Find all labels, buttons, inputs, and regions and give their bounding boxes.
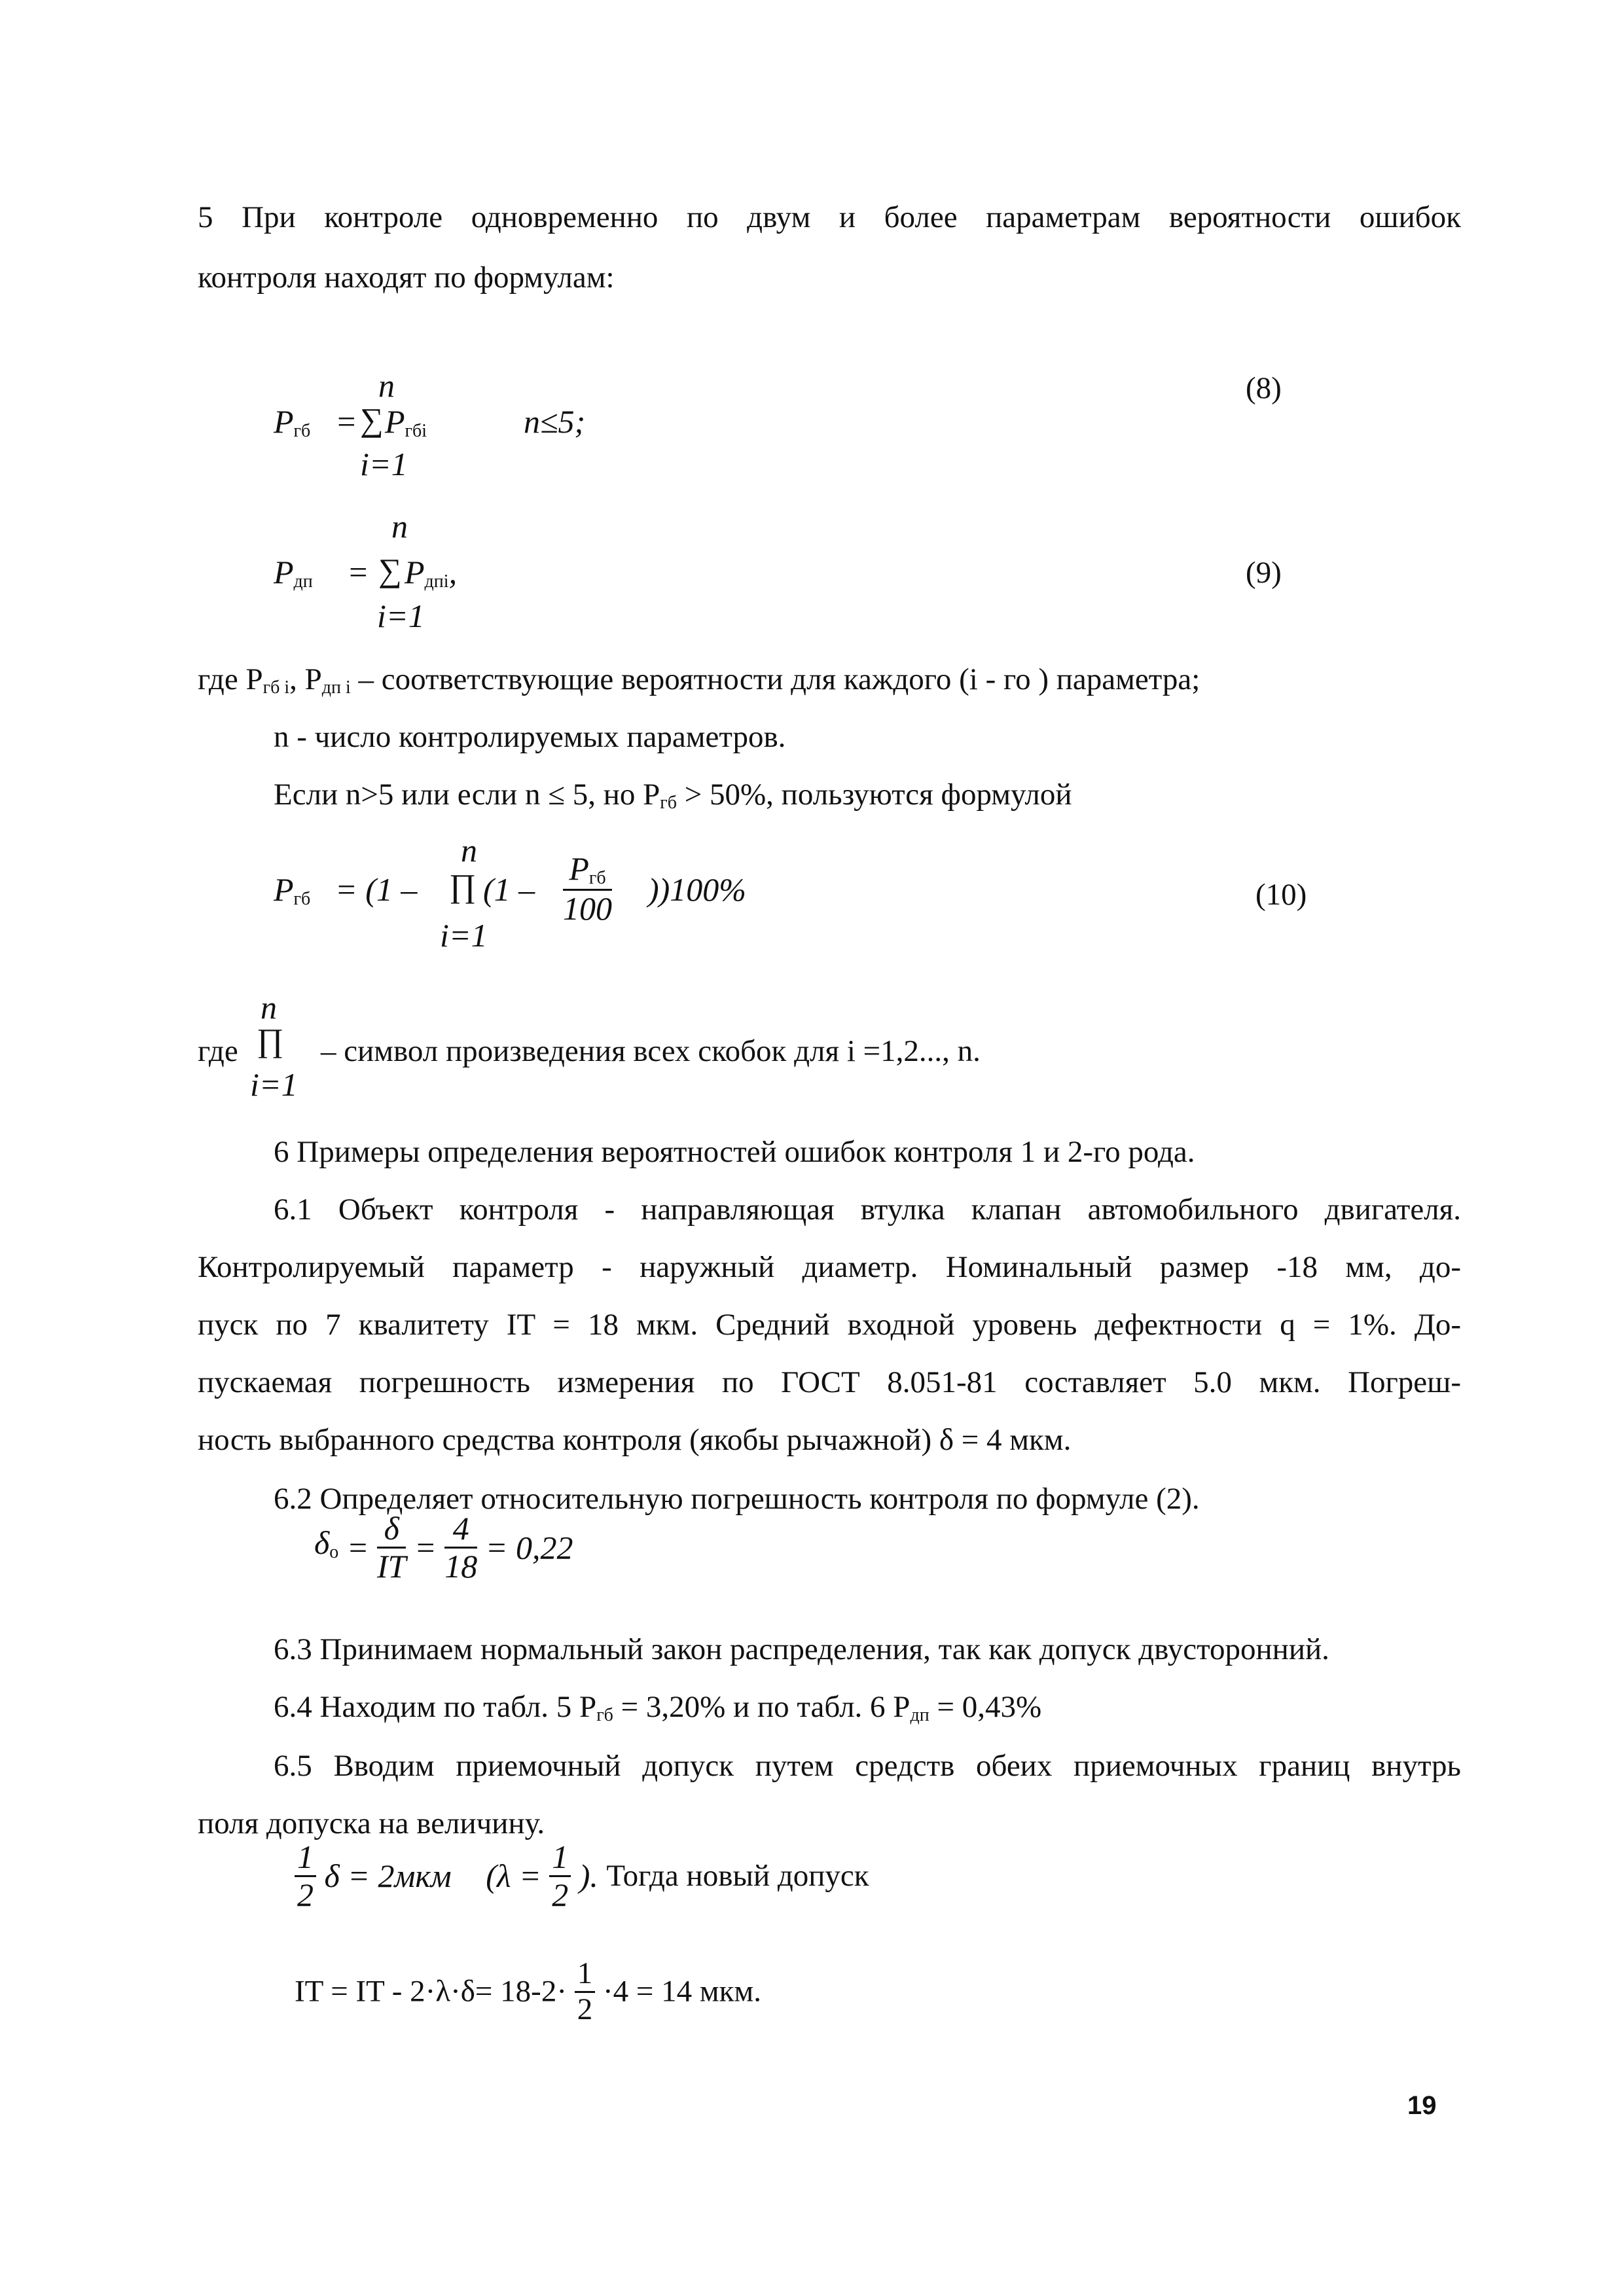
eq9-upper-limit: n bbox=[391, 508, 408, 545]
eq10-fraction bbox=[563, 851, 612, 927]
if-condition-line: Если n>5 или если n ≤ 5, но $P_{гб} > 50\%$, пользуются формулой bbox=[274, 778, 1072, 813]
eq10-open-bracket: (1 – bbox=[483, 871, 535, 908]
acceptance-shift-equation: $\frac{1}{2}$ δ = 2мкм (λ = $\frac{1}{2}$ ). Тогда новый допуск bbox=[295, 1839, 869, 1913]
eq9-number: (9) bbox=[1246, 556, 1282, 590]
eq8-upper-limit: n bbox=[378, 367, 395, 404]
delta-fraction-2: $\frac{4}{18}$ bbox=[444, 1510, 478, 1585]
eq10-number: (10) bbox=[1255, 878, 1307, 912]
lambda-fraction: $\frac{1}{2}$ bbox=[549, 1839, 571, 1913]
section-6-1-line-3: пуск по 7 квалитету IT = 18 мкм. Средний входной уровень дефектности q = 1%. До- bbox=[198, 1308, 1461, 1342]
section-6-5-line-1: 6.5 Вводим приемочный допуск путем средств обеих приемочных границ внутрь bbox=[274, 1749, 1461, 1783]
section-6-heading: 6 Примеры определения вероятностей ошибок контроля 1 и 2-го рода. bbox=[274, 1135, 1195, 1169]
section-6-5-line-2: поля допуска на величину. bbox=[198, 1806, 545, 1840]
intro-line-1: 5 При контроле одновременно по двум и более параметрам вероятности ошибок bbox=[198, 200, 1461, 234]
eq10-left-part: = (1 – bbox=[335, 871, 418, 908]
eq8-lower-limit: i=1 bbox=[360, 446, 408, 482]
product-where-prefix: где bbox=[198, 1034, 238, 1068]
new-tolerance-equation: IT = IT - 2·λ·δ= 18-2· $\frac{1}{2}$ ·4 = 14 мкм. bbox=[295, 1956, 761, 2026]
eq10-numerator: $P_{гб}$ bbox=[563, 851, 612, 891]
delta-lhs: $\delta_o$ bbox=[314, 1524, 339, 1562]
section-6-1-line-5: ность выбранного средства контроля (якобы рычажной) δ = 4 мкм. bbox=[198, 1423, 1072, 1457]
section-6-3: 6.3 Принимаем нормальный закон распределения, так как допуск двусторонний. bbox=[274, 1632, 1329, 1666]
eq9-lower-limit: i=1 bbox=[377, 598, 425, 634]
eq9-sum-sign: ∑ bbox=[378, 552, 402, 588]
eq8-lhs: $P_{гб}$ bbox=[274, 403, 311, 441]
eq9-lhs: $P_{дп}$ bbox=[274, 554, 313, 592]
intro-line-2: контроля находят по формулам: bbox=[198, 260, 615, 295]
eq10-denominator: 100 bbox=[563, 889, 612, 927]
eq10-close-part: ))100% bbox=[648, 871, 746, 908]
product-upper-limit: n bbox=[261, 989, 277, 1026]
eq9-equals: = bbox=[347, 554, 369, 590]
eq8-number: (8) bbox=[1246, 371, 1282, 405]
eq9-term: $P_{дпi}$, bbox=[405, 554, 458, 592]
section-6-1-line-4: пускаемая погрешность измерения по ГОСТ 8.051-81 составляет 5.0 мкм. Погреш- bbox=[198, 1365, 1461, 1399]
eq8-term: $P_{гбi}$ bbox=[385, 403, 427, 441]
section-6-1-line-2: Контролируемый параметр - наружный диаметр. Номинальный размер -18 мм, до- bbox=[198, 1250, 1461, 1284]
product-lower-limit: i=1 bbox=[250, 1066, 298, 1103]
delta-fraction-1: $\frac{\delta}{IT}$ bbox=[377, 1510, 406, 1585]
section-6-1-line-1: 6.1 Объект контроля - направляющая втулка клапан автомобильного двигателя. bbox=[274, 1193, 1461, 1227]
product-symbol: ∏ bbox=[257, 1022, 284, 1058]
eq8-sum-sign: ∑ bbox=[360, 401, 384, 438]
n-definition: n - число контролируемых параметров. bbox=[274, 720, 786, 754]
where-probabilities: где $P_{гб i}$, $P_{дп i}$ – соответствующие вероятности для каждого (i - го ) параметра; bbox=[198, 662, 1200, 698]
half-fraction: $\frac{1}{2}$ bbox=[295, 1839, 316, 1913]
product-description: – символ произведения всех скобок для i =1,2..., n. bbox=[321, 1034, 981, 1068]
relative-error-equation: $\delta_o$ = $\frac{\delta}{IT}$ = $\frac{4}{18}$ = 0,22 bbox=[314, 1510, 573, 1585]
eq10-lhs: $P_{гб}$ bbox=[274, 871, 311, 909]
section-6-2: 6.2 Определяет относительную погрешность контроля по формуле (2). bbox=[274, 1482, 1200, 1516]
page-number: 19 bbox=[1407, 2091, 1437, 2120]
eq8-equals: = bbox=[335, 403, 357, 440]
eq10-upper-limit: n bbox=[461, 832, 477, 869]
it-half-fraction: $\frac{1}{2}$ bbox=[575, 1957, 596, 2026]
then-new-tolerance: Тогда новый допуск bbox=[606, 1859, 869, 1893]
eq8-condition: n≤5; bbox=[524, 403, 586, 440]
eq10-lower-limit: i=1 bbox=[440, 917, 488, 954]
eq10-product-sign: ∏ bbox=[449, 867, 477, 904]
section-6-4: 6.4 Находим по табл. 5 $P_{гб} = 3,20\%$ и по табл. 6 $P_{дп} = 0,43\%$ bbox=[274, 1690, 1042, 1725]
